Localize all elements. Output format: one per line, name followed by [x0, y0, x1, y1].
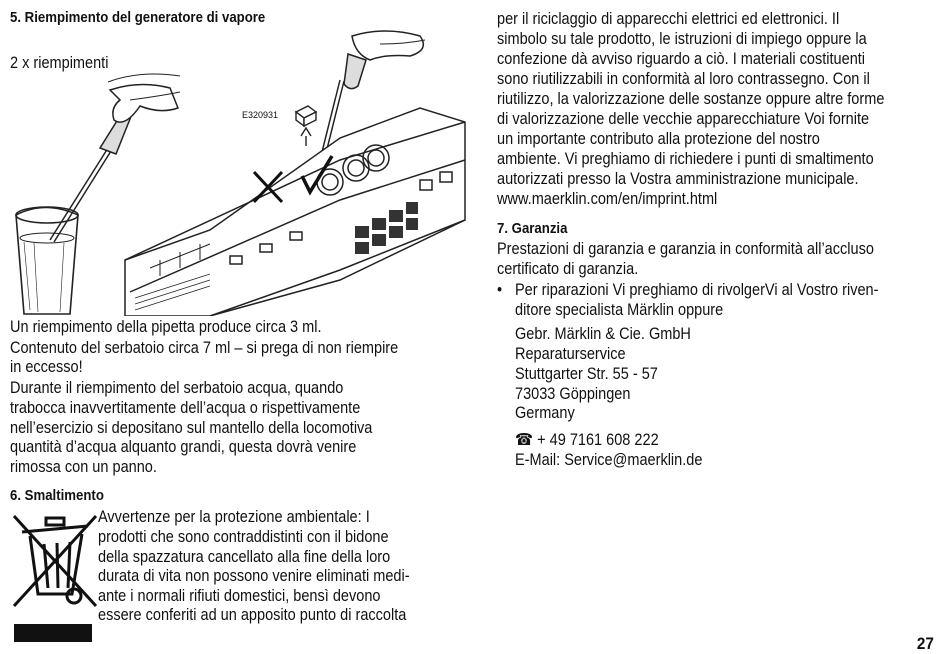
section-7-title: 7. Garanzia	[497, 220, 568, 237]
phone-number: ☎ + 49 7161 608 222	[515, 431, 659, 449]
disposal-continuation-line: ambiente. Vi preghiamo di richiedere i punti di smaltimento	[497, 150, 874, 168]
section-5-title: 5. Riempimento del generatore di vapore	[10, 9, 266, 26]
section-5-line: quantità d’acqua alquanto grandi, questa dovrà venire	[10, 438, 357, 456]
section-6-line: ante i normali rifiuti domestici, bensì devono	[98, 587, 381, 605]
steam-generator-illustration	[10, 30, 470, 316]
disposal-continuation-line: di valorizzazione delle vecchie apparecchiature Voi fornite	[497, 110, 870, 128]
disposal-continuation-line: simbolo su tale prodotto, le istruzioni di impiego oppure la	[497, 30, 867, 48]
section-5-line: Un riempimento della pipetta produce circa 3 ml.	[10, 318, 322, 336]
imprint-link[interactable]: www.maerklin.com/en/imprint.html	[497, 190, 718, 208]
section-6-line: Avvertenze per la protezione ambientale: I	[98, 508, 370, 526]
address-line: 73033 Göppingen	[515, 385, 631, 403]
address-line: Germany	[515, 404, 575, 422]
water-glass-drawing	[16, 207, 78, 314]
bullet-marker: •	[497, 281, 503, 299]
section-5-line: nell’esercizio si depositano sul mantello della locomotiva	[10, 419, 373, 437]
address-line: Gebr. Märklin & Cie. GmbH	[515, 325, 691, 343]
email-address[interactable]: E-Mail: Service@maerklin.de	[515, 451, 703, 469]
address-line: Reparaturservice	[515, 345, 626, 363]
section-5-line: Contenuto del serbatoio circa 7 ml – si prega di non riempire	[10, 339, 399, 357]
locomotive-drawing	[125, 108, 465, 316]
section-6-line: prodotti che sono contraddistinti con il bidone	[98, 528, 389, 546]
section-6-line: essere conferiti ad un apposito punto di raccolta	[98, 606, 407, 624]
section-5-line: rimossa con un panno.	[10, 458, 157, 476]
part-box-drawing	[296, 106, 316, 146]
section-5-line: in eccesso!	[10, 358, 83, 376]
disposal-continuation-line: sono riutilizzabili in conformità al loro contrassegno. Con il	[497, 70, 870, 88]
section-7-intro-line: certificato di garanzia.	[497, 260, 639, 278]
section-6-line: della spazzatura cancellato alla fine della loro	[98, 548, 391, 566]
disposal-continuation-line: riutilizzo, la valorizzazione delle sostanze oppure altre forme	[497, 90, 885, 108]
page-number: 27	[916, 634, 934, 653]
crossed-bin-icon	[10, 510, 100, 642]
section-7-bullet-line: ditore specialista Märklin oppure	[515, 301, 724, 319]
part-number-label: E320931	[242, 110, 279, 120]
disposal-continuation-line: confezione dà avviso riguardo a ciò. I materiali costituenti	[497, 50, 866, 68]
left-pipette-drawing	[50, 74, 180, 242]
section-6-line: durata di vita non possono venire eliminati medi-	[98, 567, 410, 585]
address-line: Stuttgarter Str. 55 - 57	[515, 365, 658, 383]
section-7-intro-line: Prestazioni di garanzia e garanzia in conformità all’accluso	[497, 240, 874, 258]
section-5-line: trabocca inavvertitamente dell’acqua o rispettivamente	[10, 399, 361, 417]
disposal-continuation-line: autorizzati presso la Vostra amministrazione municipale.	[497, 170, 859, 188]
section-7-bullet-line: Per riparazioni Vi preghiamo di rivolgerVi al Vostro riven-	[515, 281, 879, 299]
disposal-continuation-line: un importante contributo alla protezione del nostro	[497, 130, 820, 148]
disposal-continuation-line: per il riciclaggio di apparecchi elettrici ed elettronici. Il	[497, 10, 840, 28]
section-5-subtitle: 2 x riempimenti	[10, 54, 109, 72]
section-5-line: Durante il riempimento del serbatoio acqua, quando	[10, 379, 344, 397]
section-6-title: 6. Smaltimento	[10, 487, 104, 504]
